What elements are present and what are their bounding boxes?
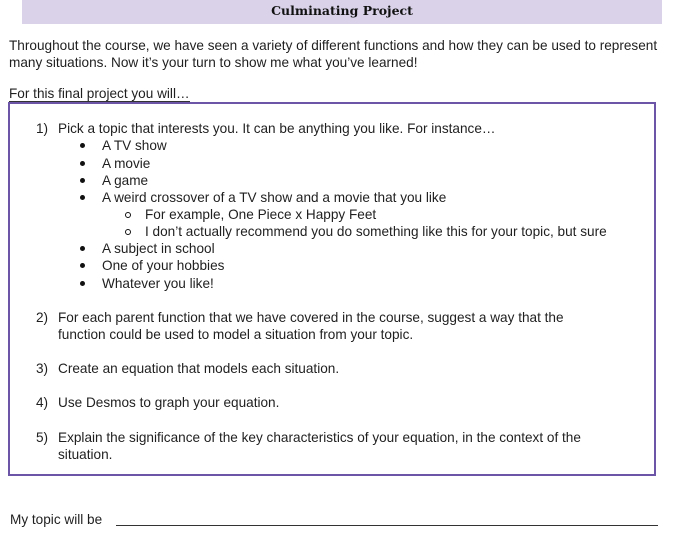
- lead-text: [9, 85, 669, 103]
- topic-label: My topic will be: [10, 512, 103, 527]
- step-text-line-1: Explain the significance of the key characteristics of your equation, in the context of the: [58, 430, 581, 445]
- step-text-line-2: function could be used to model a situation from your topic.: [58, 327, 414, 342]
- bullet-icon: [80, 143, 85, 148]
- list-item-text: Whatever you like!: [102, 276, 214, 291]
- step-text: Pick a topic that interests you. It can be anything you like. For instance…: [58, 121, 496, 136]
- topic-field[interactable]: [10, 511, 658, 529]
- bullet-icon: [80, 195, 85, 200]
- step-text-line-2: situation.: [58, 447, 113, 462]
- step-text-line-1: For each parent function that we have covered in the course, suggest a way that the: [58, 310, 564, 325]
- bullet-icon: [80, 281, 85, 286]
- hollow-bullet-icon: [125, 229, 131, 235]
- hollow-bullet-icon: [125, 212, 131, 218]
- step-number: 4): [36, 395, 49, 410]
- lead-underlined-text: For this final project you will…: [9, 86, 190, 101]
- step-number: 2): [36, 310, 49, 325]
- topic-blank-line[interactable]: [116, 525, 658, 526]
- sub-list-item-text: For example, One Piece x Happy Feet: [145, 207, 377, 222]
- title-banner: [22, 0, 662, 24]
- step-number: 3): [36, 361, 49, 376]
- step-number: 1): [36, 121, 49, 136]
- sub-list-item-text: I don’t actually recommend you do something like this for your topic, but sure: [145, 224, 607, 239]
- bullet-icon: [80, 246, 85, 251]
- list-item-text: A weird crossover of a TV show and a movie that you like: [102, 190, 447, 205]
- step-number: 5): [36, 430, 49, 445]
- bullet-icon: [80, 161, 85, 166]
- intro-paragraph: Throughout the course, we have seen a variety of different functions and how they can be used to represent many situations. Now it’s your turn to show me what you’ve learned!: [9, 38, 658, 70]
- list-item-text: A game: [102, 173, 149, 188]
- page-title: Culminating Project: [271, 3, 413, 18]
- list-item-text: A subject in school: [102, 241, 215, 256]
- list-item-text: A TV show: [102, 138, 167, 153]
- bullet-icon: [80, 178, 85, 183]
- bullet-icon: [80, 263, 85, 268]
- step-text: Create an equation that models each situation.: [58, 361, 340, 376]
- list-item-text: One of your hobbies: [102, 258, 225, 273]
- list-item-text: A movie: [102, 156, 151, 171]
- step-text: Use Desmos to graph your equation.: [58, 395, 280, 410]
